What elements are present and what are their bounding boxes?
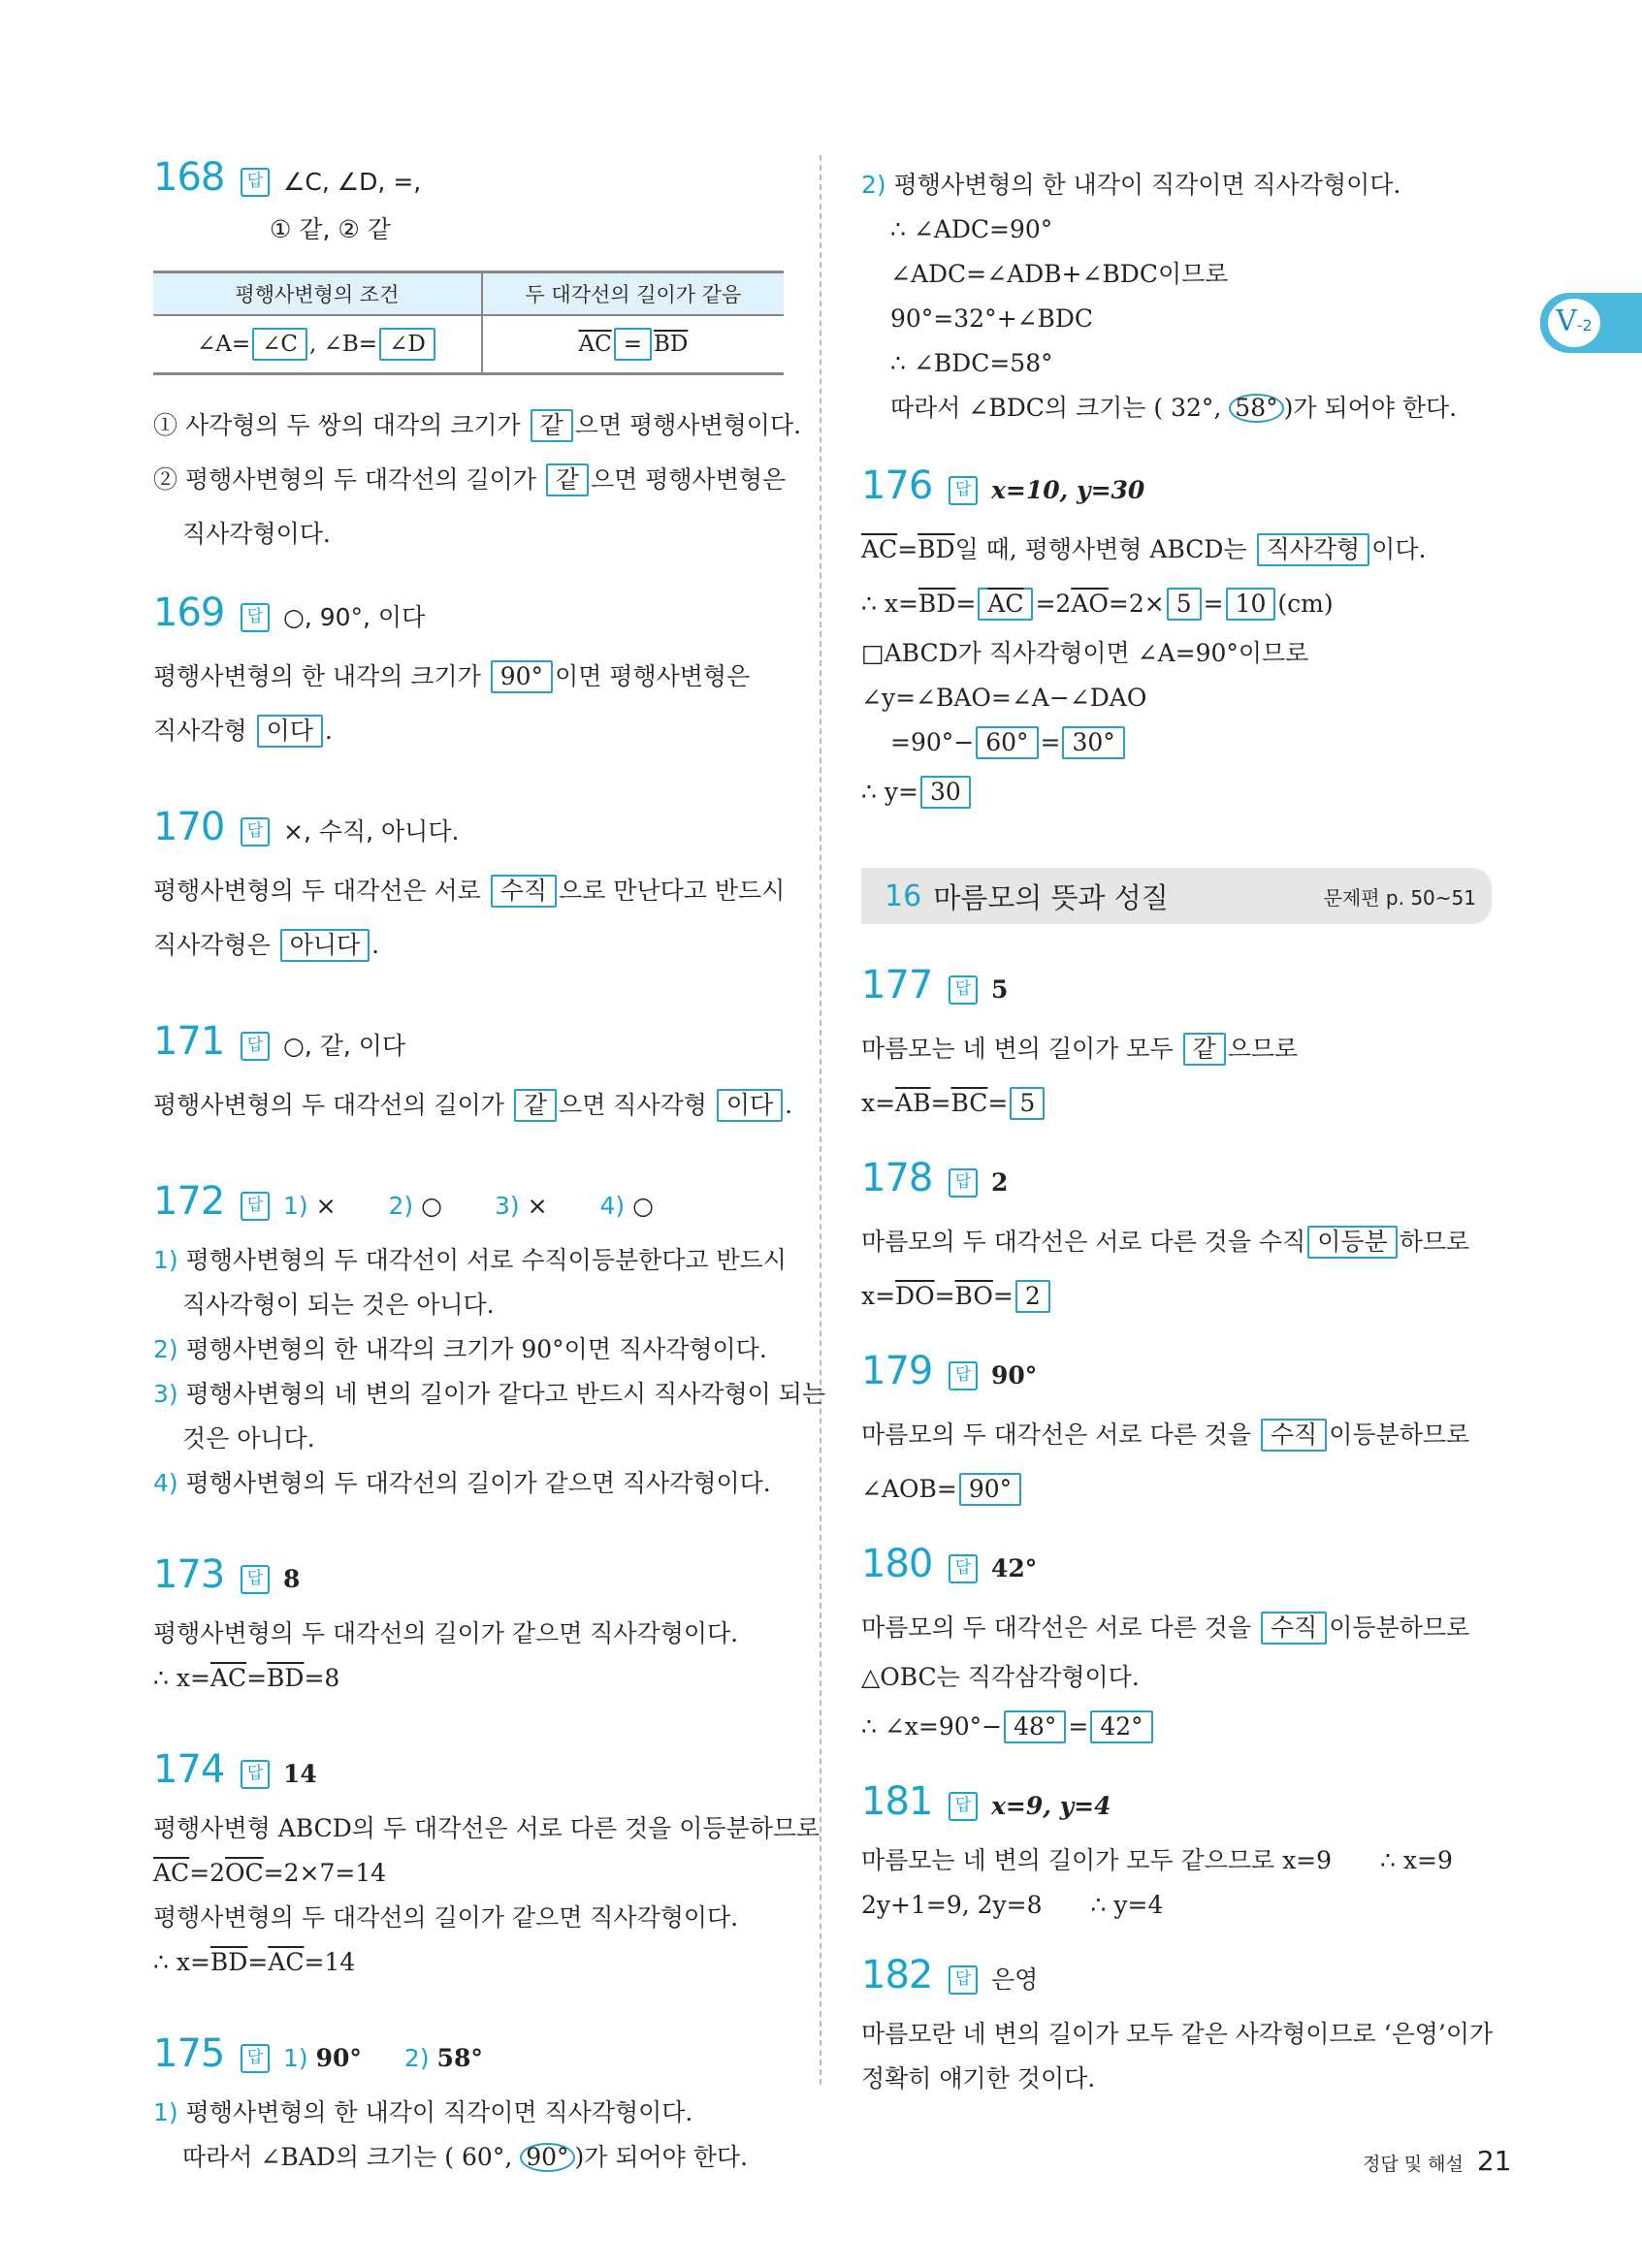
answer-text <box>991 1792 1111 1820</box>
text: ∴ x= <box>861 590 918 618</box>
text: )가 되어야 한다. <box>1283 394 1458 422</box>
problem-182 <box>861 1953 1492 2101</box>
answer-text <box>283 2044 483 2072</box>
section-header <box>861 868 1492 924</box>
section-page-ref: 문제편 p. 50~51 <box>1323 885 1476 910</box>
sub-label: 1) <box>153 2098 178 2126</box>
solution-line: 것은 아니다. <box>182 1424 315 1453</box>
answer-box: 이다 <box>717 1089 783 1122</box>
text: 평행사변형의 한 내각의 크기가 <box>153 662 489 690</box>
sub-answer: ○ <box>632 1192 654 1220</box>
solution-line: 평행사변형 ABCD의 두 대각선은 서로 다른 것을 이등분하므로 <box>153 1814 821 1842</box>
table-cell <box>153 315 482 374</box>
text: 마름모의 두 대각선은 서로 다른 것을 수직 <box>861 1228 1306 1256</box>
footer-text: 정답 및 해설 <box>1363 2154 1464 2175</box>
text: ∴ x= <box>153 1664 210 1692</box>
text: 평행사변형의 두 대각선의 길이가 같으면 직사각형이다. <box>185 1469 771 1497</box>
answer-badge: 답 <box>241 168 270 197</box>
answer-value: 2 <box>991 1168 1009 1197</box>
solution-line: 평행사변형의 두 대각선의 길이가 같으면 직사각형이다. <box>153 1619 739 1647</box>
solution-line <box>153 1372 826 1417</box>
answer-box: 같 <box>1183 1033 1226 1066</box>
problem-number: 172 <box>153 1179 225 1224</box>
circled-answer: 58° <box>1229 394 1283 423</box>
solution-line: 마름모란 네 변의 길이가 모두 같은 사각형이므로 ‘은영’이가 <box>861 2020 1494 2048</box>
solution-line: ∠ADC=∠ADB+∠BDC이므로 <box>890 260 1229 288</box>
sub-answer: × <box>315 1192 337 1220</box>
solution-line <box>153 1461 784 1506</box>
text: = <box>1040 728 1061 756</box>
answer-value: 8 <box>283 1565 301 1593</box>
text: 평행사변형의 두 대각선이 서로 수직이등분한다고 반드시 <box>185 1246 787 1274</box>
solution-line <box>861 1408 1492 1462</box>
solution-line <box>861 1838 1492 1883</box>
sub-answer: × <box>527 1192 548 1220</box>
problem-177 <box>861 963 1492 1131</box>
solution-line <box>153 453 787 507</box>
answer-box: 48° <box>1004 1710 1066 1743</box>
answer-badge: 답 <box>241 1760 270 1789</box>
solution-line: 정확히 얘기한 것이다. <box>861 2064 1096 2092</box>
answer-value: 14 <box>283 1760 317 1788</box>
table-header: 두 대각선의 길이가 같음 <box>482 272 784 316</box>
text: = <box>992 1282 1014 1310</box>
text: =14 <box>304 1948 356 1976</box>
answer-box: ∠D <box>379 328 435 361</box>
answer-box: 수직 <box>491 875 557 908</box>
text: 일 때, 평행사변형 ABCD는 <box>954 535 1255 563</box>
text: 평행사변형의 한 내각이 직각이면 직사각형이다. <box>185 2098 693 2126</box>
answer-value: 42° <box>991 1554 1038 1582</box>
problem-number: 174 <box>153 1747 225 1792</box>
text: 2y+1=9, 2y=8 <box>861 1891 1043 1919</box>
segment: $\overline{BD}$ <box>209 1948 248 1976</box>
text: (cm) <box>1277 590 1334 618</box>
solution-line <box>153 704 784 758</box>
text: = <box>955 590 977 618</box>
solution-line <box>861 720 1492 765</box>
text: 평행사변형의 한 내각의 크기가 90°이면 직사각형이다. <box>185 1335 767 1363</box>
text: ∴ x= <box>153 1948 210 1976</box>
text: 으면 직사각형 <box>559 1091 715 1119</box>
text: 으로 만난다고 반드시 <box>559 877 786 905</box>
segment: $\overline{OC}$ <box>225 1859 264 1887</box>
problem-number: 181 <box>861 1779 933 1824</box>
sub-label: 2) <box>403 2044 430 2072</box>
segment: $\overline{AO}$ <box>1071 590 1109 618</box>
text: =2× <box>1108 590 1165 618</box>
answer-badge: 답 <box>241 1032 270 1061</box>
text: 으면 평행사변형이다. <box>574 411 802 439</box>
text: = <box>1068 1712 1089 1741</box>
text: =2×7=14 <box>263 1859 387 1887</box>
segment: $\overline{BO}$ <box>954 1282 993 1310</box>
chapter-tab-roman: V <box>1556 304 1577 338</box>
answer-text <box>991 1168 1008 1197</box>
solution-line <box>861 163 1492 208</box>
text: 이등분하므로 <box>1329 1613 1470 1642</box>
chapter-tab-sub: -2 <box>1576 316 1593 335</box>
text: 평행사변형의 한 내각이 직각이면 직사각형이다. <box>893 171 1401 199</box>
solution-line <box>153 2135 784 2180</box>
problem-168 <box>153 155 802 561</box>
text: = <box>247 1948 269 1976</box>
segment: $\overline{BC}$ <box>950 1089 988 1117</box>
answer-badge: 답 <box>241 817 270 847</box>
answer-text <box>991 975 1008 1004</box>
text: x= <box>861 1089 896 1117</box>
cell-text: , ∠B= <box>309 332 378 357</box>
sub-label: 2) <box>388 1192 414 1220</box>
answer-badge: 답 <box>949 1554 978 1583</box>
answer-text-2: ① 같, ② 같 <box>270 215 391 243</box>
problem-175 <box>153 2031 784 2180</box>
solution-line: ∴ ∠BDC=58° <box>890 349 1053 377</box>
solution-line <box>861 577 1492 631</box>
solution-line <box>861 1462 1492 1517</box>
text: 이등분하므로 <box>1329 1421 1470 1449</box>
answer-badge: 답 <box>241 1192 270 1221</box>
segment: $\overline{BD}$ <box>918 535 955 563</box>
sub-answer: 58° <box>436 2044 483 2072</box>
solution-line <box>153 399 802 453</box>
text: 평행사변형의 네 변의 길이가 같다고 반드시 직사각형이 되는 <box>185 1380 826 1408</box>
text: 직사각형 <box>153 717 255 745</box>
text: 이면 평행사변형은 <box>555 662 751 690</box>
solution-line <box>153 1851 784 1896</box>
sub-label: 3) <box>153 1380 178 1408</box>
problem-170 <box>153 805 784 973</box>
answer-box: 42° <box>1090 1710 1152 1743</box>
sub-label: 1) <box>283 1192 308 1220</box>
chapter-tab <box>1540 293 1642 353</box>
solution-line <box>861 523 1492 577</box>
answer-text <box>283 1565 300 1593</box>
problem-180 <box>861 1542 1492 1754</box>
left-column <box>153 155 826 2226</box>
text: = <box>934 1282 955 1310</box>
problem-number: 169 <box>153 591 225 635</box>
answer-text <box>991 1361 1037 1390</box>
text: )가 되어야 한다. <box>574 2143 749 2171</box>
table-cell <box>482 315 784 374</box>
text: = <box>1203 590 1224 618</box>
text: 마름모는 네 변의 길이가 모두 같으므로 x=9 <box>861 1846 1333 1874</box>
answer-box: 이등분 <box>1307 1226 1397 1259</box>
problem-176 <box>861 463 1492 819</box>
answer-box: 2 <box>1015 1280 1050 1313</box>
sub-label: 4) <box>599 1192 626 1220</box>
text: ∴ ∠x=90°− <box>861 1712 1003 1741</box>
text: 직사각형은 <box>153 931 278 959</box>
circled-answer: 90° <box>520 2143 574 2172</box>
segment: $\overline{BD}$ <box>918 590 956 618</box>
answer-text: ○, 90°, 이다 <box>283 603 426 631</box>
answer-box: 같 <box>514 1089 557 1122</box>
segment: $\overline{AC}$ <box>209 1664 247 1692</box>
segment: $\overline{BD}$ <box>653 332 689 357</box>
solution-line <box>153 1656 784 1701</box>
problem-175-continued <box>861 163 1492 431</box>
text: = <box>897 535 918 563</box>
problem-number: 178 <box>861 1156 933 1200</box>
sub-answer: ○ <box>421 1192 442 1220</box>
solution-line <box>861 1215 1492 1269</box>
answer-box: $\overline{AC}$ <box>978 588 1033 621</box>
answer-text <box>283 1192 654 1220</box>
solution-line: ∠y=∠BAO=∠A−∠DAO <box>861 684 1147 712</box>
sub-label: 4) <box>153 1469 178 1497</box>
column-divider <box>820 155 821 2085</box>
answer-value: 5 <box>991 975 1009 1004</box>
problem-181 <box>861 1779 1492 1928</box>
answer-box: 10 <box>1226 588 1276 621</box>
answer-value: 90° <box>991 1361 1038 1390</box>
solution-line: 90°=32°+∠BDC <box>890 304 1094 333</box>
answer-box: 30 <box>920 776 971 809</box>
answer-text: ○, 같, 이다 <box>283 1032 406 1060</box>
answer-box: 같 <box>546 463 589 496</box>
text: ∴ x=9 <box>1380 1846 1453 1874</box>
text: 평행사변형의 두 대각선의 길이가 <box>153 1091 512 1119</box>
solution-line <box>861 1700 1492 1754</box>
section-title: 마름모의 뜻과 성질 <box>933 880 1169 914</box>
solution-line: ∴ ∠ADC=90° <box>890 215 1053 243</box>
answer-badge: 답 <box>949 1361 978 1390</box>
text: 이다. <box>1371 535 1427 563</box>
table-header: 평행사변형의 조건 <box>153 272 482 316</box>
problem-173 <box>153 1552 784 1701</box>
solution-line <box>153 1238 787 1283</box>
answer-badge: 답 <box>949 975 978 1005</box>
page-number: 21 <box>1476 2145 1512 2177</box>
text: = <box>246 1664 268 1692</box>
text: 마름모의 두 대각선은 서로 다른 것을 <box>861 1421 1259 1449</box>
problem-178 <box>861 1156 1492 1324</box>
solution-line <box>153 650 784 704</box>
text: = <box>930 1089 951 1117</box>
solution-line <box>153 1327 784 1372</box>
text: 따라서 ∠BAD의 크기는 ( 60°, <box>182 2143 521 2171</box>
solution-line <box>861 386 1492 431</box>
solution-line <box>861 1022 1492 1076</box>
text: 마름모의 두 대각선은 서로 다른 것을 <box>861 1613 1259 1642</box>
answer-text: ∠C, ∠D, =, <box>283 168 422 196</box>
problem-number: 179 <box>861 1349 933 1393</box>
answer-text <box>991 476 1144 504</box>
answer-value: x=9, y=4 <box>991 1792 1111 1820</box>
answer-box: 수직 <box>1261 1612 1327 1645</box>
segment: $\overline{DO}$ <box>895 1282 935 1310</box>
text: 으므로 <box>1227 1035 1299 1063</box>
text: 따라서 ∠BDC의 크기는 ( 32°, <box>890 394 1230 422</box>
text: =90°− <box>890 728 975 756</box>
solution-line: 직사각형이다. <box>182 520 331 548</box>
text: =8 <box>304 1664 340 1692</box>
answer-text <box>991 1554 1037 1582</box>
answer-box: 같 <box>531 409 573 442</box>
answer-box: 90° <box>959 1473 1021 1506</box>
answer-badge: 답 <box>241 2044 270 2073</box>
segment: $\overline{AC}$ <box>153 1859 190 1887</box>
segment: $\overline{AC}$ <box>578 332 612 357</box>
cell-text: ∠A= <box>196 332 251 357</box>
sub-label: 2) <box>153 1335 178 1363</box>
text: ∴ y=4 <box>1090 1891 1164 1919</box>
answer-text: 은영 <box>991 1965 1039 1994</box>
solution-line <box>153 864 784 918</box>
problem-number: 168 <box>153 155 225 200</box>
text: . <box>371 931 380 959</box>
text: . <box>785 1091 793 1119</box>
problem-number: 170 <box>153 805 225 849</box>
right-column <box>861 163 1492 2148</box>
segment: $\overline{BD}$ <box>267 1664 305 1692</box>
solution-line <box>861 1601 1492 1655</box>
text: x= <box>861 1282 896 1310</box>
solution-line: △OBC는 직각삼각형이다. <box>861 1663 1140 1691</box>
answer-badge: 답 <box>949 1965 978 1995</box>
text: = <box>987 1089 1009 1117</box>
section-number: 16 <box>885 878 922 913</box>
problem-169 <box>153 591 784 758</box>
solution-line: □ABCD가 직사각형이면 ∠A=90°이므로 <box>861 639 1309 667</box>
answer-box: ∠C <box>252 328 307 361</box>
sub-label: 1) <box>283 2044 308 2072</box>
text: ② 평행사변형의 두 대각선의 길이가 <box>153 465 544 494</box>
problem-number: 182 <box>861 1953 933 1997</box>
answer-badge: 답 <box>949 1792 978 1821</box>
answer-box: = <box>614 328 652 361</box>
text: =2 <box>189 1859 226 1887</box>
answer-badge: 답 <box>949 476 978 505</box>
answer-box: 수직 <box>1261 1419 1327 1452</box>
answer-badge: 답 <box>241 1565 270 1594</box>
text: =2 <box>1035 590 1072 618</box>
solution-line <box>861 1269 1492 1324</box>
answer-box: 직사각형 <box>1257 533 1370 566</box>
sub-label: 2) <box>861 171 886 199</box>
text: 마름모는 네 변의 길이가 모두 <box>861 1035 1181 1063</box>
answer-box: 30° <box>1062 726 1124 759</box>
text: 하므로 <box>1399 1228 1470 1256</box>
chapter-tab-label <box>1548 299 1600 347</box>
solution-line <box>153 1078 793 1133</box>
solution-line <box>861 1883 1492 1928</box>
problem-172 <box>153 1179 826 1506</box>
segment: $\overline{AC}$ <box>268 1948 305 1976</box>
text: 으면 평행사변형은 <box>591 465 787 494</box>
problem-179 <box>861 1349 1492 1517</box>
text: . <box>324 717 333 745</box>
answer-text: ×, 수직, 아니다. <box>283 817 460 846</box>
sub-label: 3) <box>494 1192 520 1220</box>
answer-badge: 답 <box>241 603 270 632</box>
problem-number: 176 <box>861 463 933 508</box>
answer-text <box>283 1760 317 1788</box>
text: ∴ y= <box>861 778 918 806</box>
solution-line <box>153 2091 784 2135</box>
solution-line <box>861 765 1492 819</box>
answer-box: 5 <box>1167 588 1202 621</box>
problem-number: 177 <box>861 963 933 1007</box>
sub-label: 1) <box>153 1246 178 1274</box>
problem-number: 171 <box>153 1019 225 1064</box>
condition-table <box>153 271 784 375</box>
answer-box: 90° <box>491 660 553 693</box>
solution-line: 직사각형이 되는 것은 아니다. <box>182 1291 495 1319</box>
solution-line <box>153 1940 784 1985</box>
solution-line <box>861 1076 1492 1131</box>
text: 평행사변형의 두 대각선은 서로 <box>153 877 489 905</box>
problem-174 <box>153 1747 821 1985</box>
text: ∠AOB= <box>861 1475 957 1503</box>
segment: $\overline{AC}$ <box>861 535 898 563</box>
answer-value: x=10, y=30 <box>991 476 1145 504</box>
page-footer <box>1363 2145 1512 2177</box>
answer-box: 60° <box>976 726 1038 759</box>
problem-number: 175 <box>153 2031 225 2076</box>
solution-line: 평행사변형의 두 대각선의 길이가 같으면 직사각형이다. <box>153 1903 739 1932</box>
sub-answer: 90° <box>315 2044 362 2072</box>
answer-box: 이다 <box>257 715 323 748</box>
answer-box: 5 <box>1010 1087 1045 1120</box>
answer-box: 아니다 <box>280 929 370 962</box>
text: ① 사각형의 두 쌍의 대각의 크기가 <box>153 411 529 439</box>
segment: $\overline{AB}$ <box>895 1089 931 1117</box>
answer-badge: 답 <box>949 1168 978 1198</box>
problem-number: 180 <box>861 1542 933 1586</box>
problem-number: 173 <box>153 1552 225 1597</box>
problem-171 <box>153 1019 793 1133</box>
solution-line <box>153 918 784 973</box>
